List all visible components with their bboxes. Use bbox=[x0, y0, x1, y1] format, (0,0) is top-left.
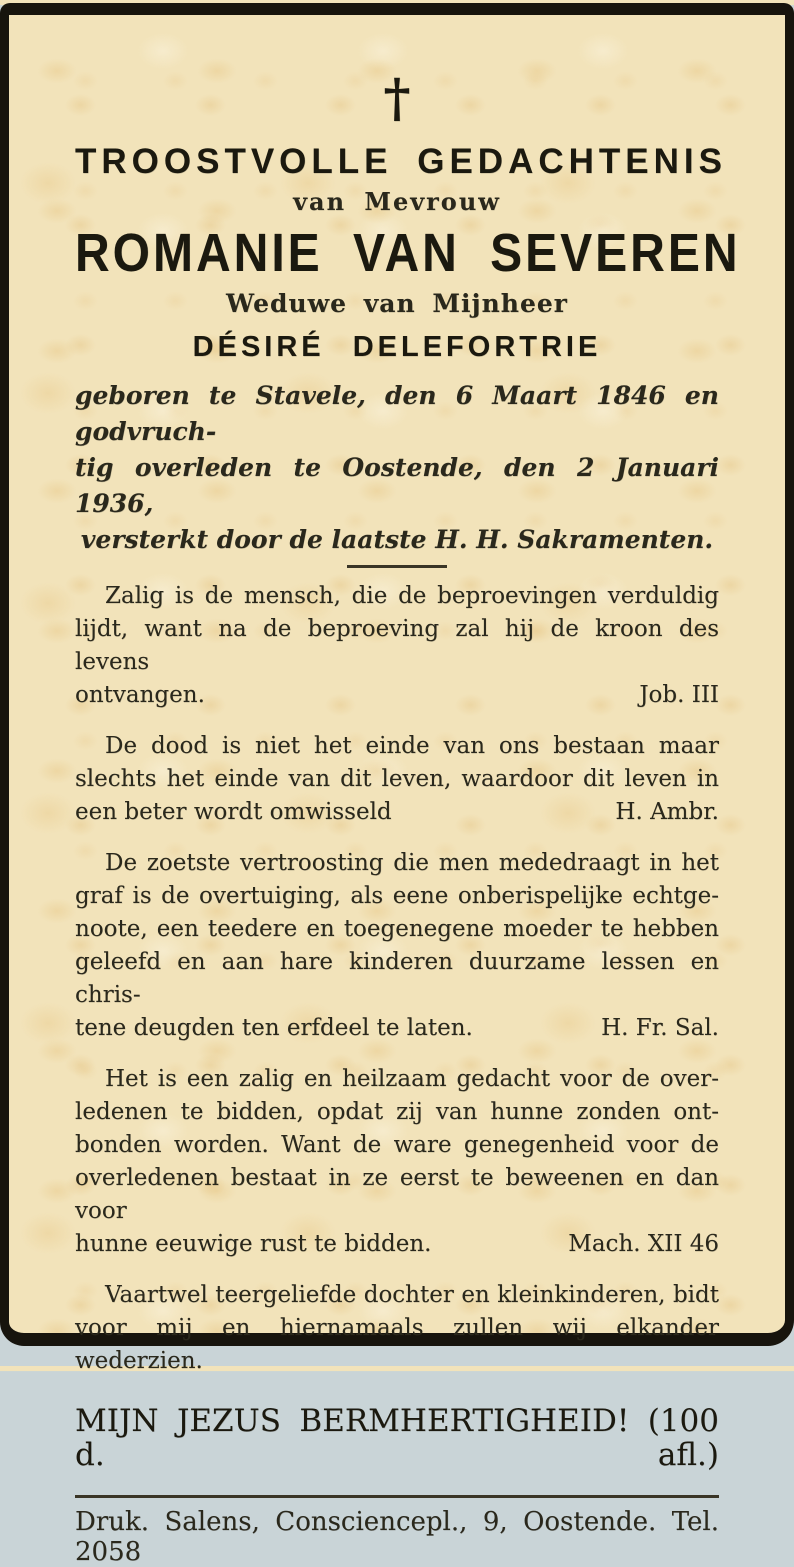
cross-icon: † bbox=[383, 68, 411, 129]
paragraph-last-line bbox=[75, 796, 719, 829]
citation: H. Fr. Sal. bbox=[601, 1015, 719, 1041]
paragraph-line: graf is de overtuiging, als eene onberispelijke echtge- bbox=[75, 883, 719, 909]
printer-credit: Druk. Salens, Consciencepl., 9, Oostende. Tel. 2058 bbox=[75, 1507, 719, 1567]
paragraph-line: een beter wordt omwisseld bbox=[75, 799, 392, 825]
section-divider bbox=[347, 565, 447, 568]
paragraph-line: overledenen bestaat in ze eerst te beweenen en dan voor bbox=[75, 1165, 719, 1224]
deceased-name: ROMANIE VAN SEVEREN bbox=[75, 223, 741, 284]
vital-record bbox=[75, 378, 719, 558]
paragraph-line: tene deugden ten erfdeel te laten. bbox=[75, 1015, 473, 1041]
vital-line: tig overleden te Oostende, den 2 Januari 1936, bbox=[75, 453, 719, 518]
paragraph-line: slechts het einde van dit leven, waardoor dit leven in bbox=[75, 766, 719, 792]
memorial-paragraph bbox=[75, 1279, 719, 1378]
paragraph-line: ontvangen. bbox=[75, 682, 205, 708]
relation-line: Weduwe van Mijnheer bbox=[226, 289, 568, 318]
paragraph-line: De zoetste vertroosting die men mededraagt in het bbox=[105, 850, 719, 876]
memorial-paragraph bbox=[75, 580, 719, 712]
memorial-paragraph bbox=[75, 847, 719, 1045]
citation: H. Ambr. bbox=[615, 799, 719, 825]
memorial-card bbox=[0, 3, 794, 1567]
paragraph-line: bonden worden. Want de ware genegenheid voor de bbox=[75, 1132, 719, 1158]
paragraph-last-line bbox=[75, 1228, 719, 1261]
footer-divider bbox=[75, 1495, 719, 1498]
paragraph-line: Het is een zalig en heilzaam gedacht voor de over- bbox=[105, 1066, 719, 1092]
prayer-line: MIJN JEZUS BERMHERTIGHEID! (100 d. afl.) bbox=[75, 1403, 719, 1473]
paragraph-line: Zalig is de mensch, die de beproevingen verduldig bbox=[105, 583, 719, 609]
quotation-paragraphs bbox=[75, 580, 719, 1378]
paragraph-line: lijdt, want na de beproeving zal hij de kroon des levens bbox=[75, 616, 719, 675]
memorial-paragraph bbox=[75, 1063, 719, 1261]
paragraph-line: geleefd en aan hare kinderen duurzame lessen en chris- bbox=[75, 949, 719, 1008]
salutation-line: van Mevrouw bbox=[293, 187, 501, 216]
paragraph-line: hunne eeuwige rust te bidden. bbox=[75, 1231, 432, 1257]
paragraph-line: ledenen te bidden, opdat zij van hunne zonden ont- bbox=[75, 1099, 719, 1125]
card-title: TROOSTVOLLE GEDACHTENIS bbox=[75, 142, 727, 181]
paragraph-last-line bbox=[75, 679, 719, 712]
paragraph-line: noote, een teedere en toegenegene moeder te hebben bbox=[75, 916, 719, 942]
paragraph-line: De dood is niet het einde van ons bestaan maar bbox=[105, 733, 719, 759]
vital-line: geboren te Stavele, den 6 Maart 1846 en godvruch- bbox=[75, 381, 719, 446]
paragraph-line: Vaartwel teergeliefde dochter en kleinkinderen, bidt bbox=[105, 1282, 719, 1308]
memorial-paragraph bbox=[75, 730, 719, 829]
paragraph-line: voor mij en hiernamaals zullen wij elkander wederzien. bbox=[75, 1315, 719, 1374]
citation: Mach. XII 46 bbox=[568, 1231, 719, 1257]
citation: Job. III bbox=[639, 682, 719, 708]
vital-line: versterkt door de laatste H. H. Sakramenten. bbox=[80, 525, 714, 554]
spouse-name: DÉSIRÉ DELEFORTRIE bbox=[192, 331, 602, 363]
paragraph-last-line bbox=[75, 1312, 719, 1378]
paragraph-last-line bbox=[75, 1012, 719, 1045]
